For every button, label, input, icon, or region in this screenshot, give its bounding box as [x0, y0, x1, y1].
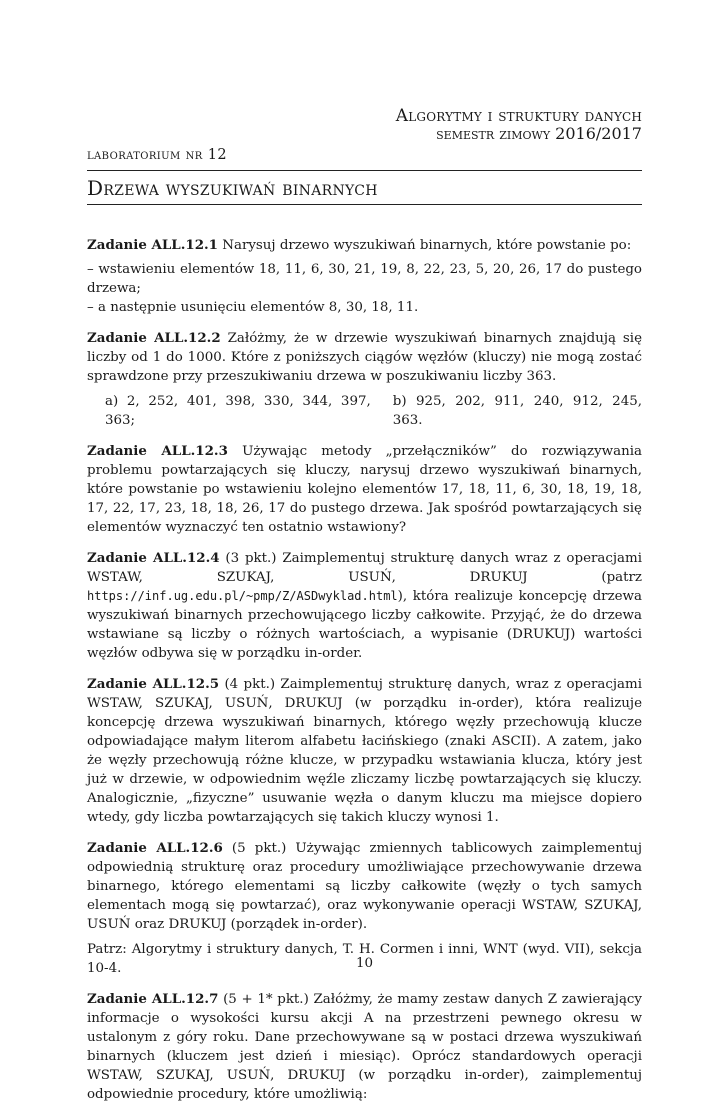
title-rule-bottom [87, 204, 642, 205]
tasks-body [87, 236, 642, 1116]
task-12-5 [87, 675, 642, 827]
task-12-6-reference: Patrz: Algorytmy i struktury danych, T. H. Cormen i inni, WNT (wyd. VII), sekcja 10-4. [87, 942, 642, 976]
option-b: b) 925, 202, 911, 240, 912, 245, 363. [392, 394, 642, 428]
title-rule-top [87, 170, 642, 171]
task-12-2-options [105, 392, 642, 430]
task-12-1 [87, 236, 642, 255]
task-12-3 [87, 442, 642, 537]
task-label: Zadanie ALL.12.7 [87, 991, 219, 1007]
task-text: Narysuj drzewo wyszukiwań binarnych, które powstanie po: [218, 238, 632, 253]
option-a: a) 2, 252, 401, 398, 330, 344, 397, 363; [105, 394, 371, 428]
task-text: (5 pkt.) Używając zmiennych tablicowych zaimplementuj odpowiednią strukturę oraz procedury umożliwiające przechowywanie drzewa binarnego, którego elementami są liczby całkowite (węzły o tych samych elementach mogą się powtarzać), oraz wykonywanie operacji WSTAW, SZUKAJ, USUŃ oraz DRUKUJ (porządek in-order). [87, 841, 642, 932]
task-12-2 [87, 329, 642, 386]
course-title: Algorytmy i struktury danych [395, 106, 642, 126]
task-text: ), która realizuje koncepcję drzewa wyszukiwań binarnych przechowującego liczby całkowite. Przyjąć, że do drzewa wstawiane są liczby o różnych wartościach, a wypisanie (DRUKUJ) wartości węzłów odbywa się w porządku in-order. [87, 589, 642, 661]
task-label: Zadanie ALL.12.3 [87, 443, 228, 459]
task-text: Używając metody „przełączników” do rozwiązywania problemu powtarzających się kluczy, narysuj drzewo wyszukiwań binarnych, które powstanie po wstawieniu kolejno elementów 17, 18, 11, 6, 30, 18, 19, 18, 17, 22, 17, 23, 18, 18, 26, 17 do pustego drzewa. Jak spośród powtarzających się elementów wyznaczyć ten ostatnio wstawiony? [87, 444, 642, 535]
task-label: Zadanie ALL.12.5 [87, 676, 220, 692]
task-12-6 [87, 839, 642, 934]
list-item: – wstawieniu elementów 18, 11, 6, 30, 21, 19, 8, 22, 23, 5, 20, 26, 17 do pustego drzewa; [87, 262, 642, 296]
task-label: Zadanie ALL.12.2 [87, 330, 221, 346]
page-number: 10 [355, 956, 374, 971]
list-item: – a następnie usunięciu elementów 8, 30, 18, 11. [87, 300, 419, 315]
task-label: Zadanie ALL.12.6 [87, 840, 223, 856]
task-12-4 [87, 549, 642, 663]
task-label: Zadanie ALL.12.4 [87, 550, 220, 566]
task-12-7 [87, 990, 642, 1104]
task-text: (3 pkt.) Zaimplementuj strukturę danych wraz z operacjami WSTAW, SZUKAJ, USUŃ, DRUKUJ (patrz [87, 551, 642, 585]
lab-title: Drzewa wyszukiwań binarnych [87, 176, 378, 200]
course-url-link[interactable]: https://inf.ug.edu.pl/~pmp/Z/ASDwyklad.html [87, 589, 398, 603]
task-12-1-steps [87, 260, 642, 317]
semester-label: semestr zimowy 2016/2017 [436, 124, 642, 143]
task-text: Załóżmy, że w drzewie wyszukiwań binarnych znajdują się liczby od 1 do 1000. Które z poniższych ciągów węzłów (kluczy) nie mogą zostać sprawdzone przy przeszukiwaniu drzewa w poszukiwaniu liczby 363. [87, 331, 642, 384]
task-text: (4 pkt.) Zaimplementuj strukturę danych, wraz z operacjami WSTAW, SZUKAJ, USUŃ, DRUKUJ (w porządku in-order), która realizuje koncepcję drzewa wyszukiwań binarnych, którego węzły przechowują klucze odpowiadające małym literom alfabetu łacińskiego (znaki ASCII). A zatem, jako że węzły przechowują różne klucze, w przypadku wstawiania klucza, który jest już w drzewie, w odpowiednim węźle zliczamy liczbę powtarzających się kluczy. Analogicznie, „fizyczne” usuwanie węzła o danym kluczu ma miejsce dopiero wtedy, gdy liczba powtarzających się takich kluczy wynosi 1. [87, 677, 642, 825]
lab-label: laboratorium nr 12 [87, 147, 227, 163]
task-text: (5 + 1* pkt.) Załóżmy, że mamy zestaw danych Z zawierający informacje o wysokości kursu akcji A na przestrzeni pewnego okresu w ustalonym z góry roku. Dane przechowywane są w postaci drzewa wyszukiwań binarnych (kluczem jest dzień i miesiąc). Oprócz standardowych operacji WSTAW, SZUKAJ, USUŃ, DRUKUJ (w porządku in-order), zaimplementuj odpowiednie procedury, które umożliwią: [87, 992, 642, 1102]
task-label: Zadanie ALL.12.1 [87, 237, 218, 253]
